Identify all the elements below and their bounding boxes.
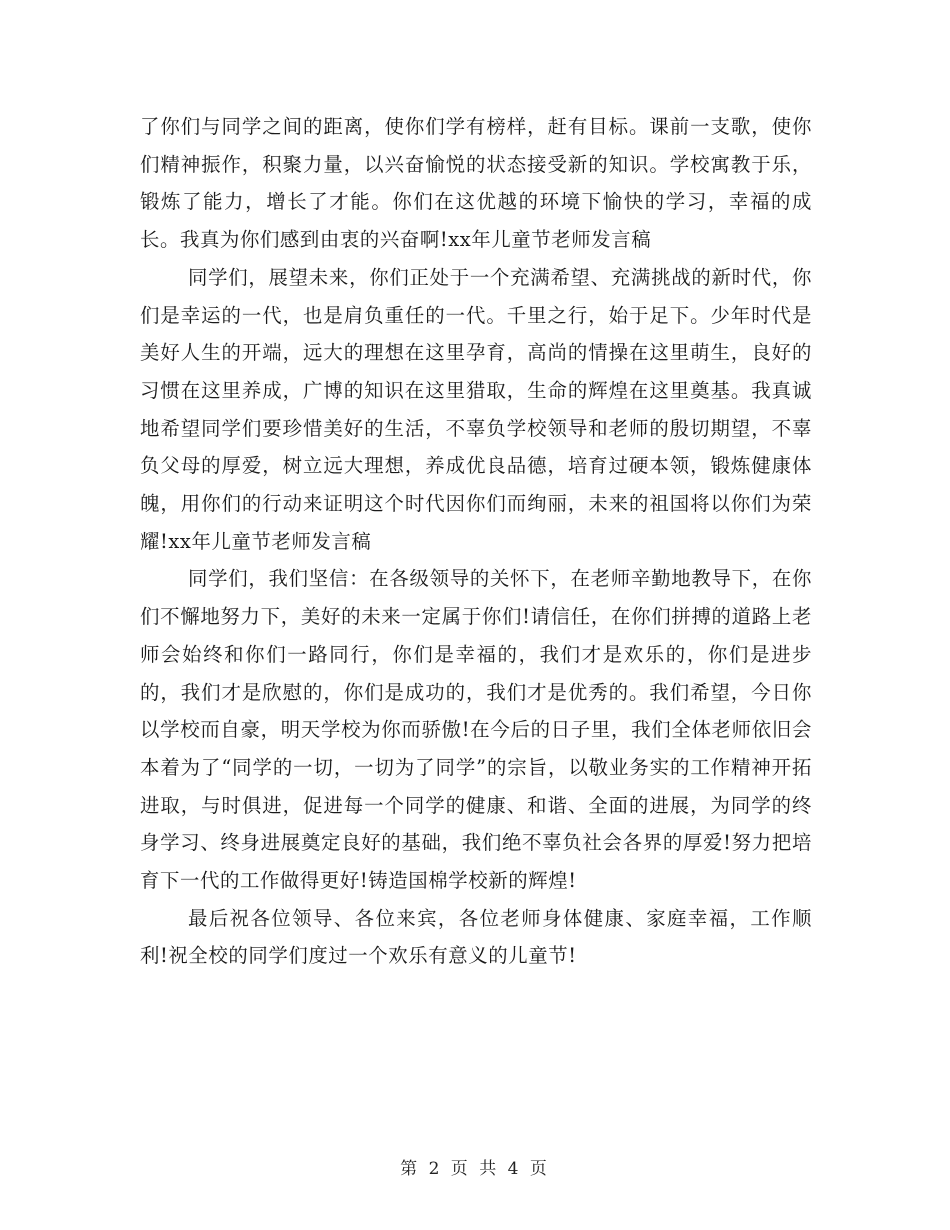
paragraph: 同学们，展望未来，你们正处于一个充满希望、充满挑战的新时代，你们是幸运的一代，也是肩负重任的一代。千里之行，始于足下。少年时代是美好人生的开端，远大的理想在这里孕育，高尚的情操在这里萌生，良好的习惯在这里养成，广博的知识在这里猎取，生命的辉煌在这里奠基。我真诚地希望同学们要珍惜美好的生活，不辜负学校领导和老师的殷切期望，不辜负父母的厚爱，树立远大理想，养成优良品德，培育过硬本领，锻炼健康体魄，用你们的行动来证明这个时代因你们而绚丽，未来的祖国将以你们为荣耀!xx年儿童节老师发言稿	[140, 265, 812, 553]
paragraph: 最后祝各位领导、各位来宾，各位老师身体健康、家庭幸福，工作顺利!祝全校的同学们度过一个欢乐有意义的儿童节!	[140, 906, 812, 968]
paragraph-continued: 了你们与同学之间的距离，使你们学有榜样，赶有目标。课前一支歌，使你们精神振作，积聚力量，以兴奋愉悦的状态接受新的知识。学校寓教于乐，锻炼了能力，增长了才能。你们在这优越的环境下愉快的学习，幸福的成长。我真为你们感到由衷的兴奋啊!xx年儿童节老师发言稿	[140, 115, 812, 252]
document-body	[140, 108, 812, 975]
page-footer: 第 2 页 共 4 页	[400, 1159, 550, 1179]
paragraph: 同学们，我们坚信：在各级领导的关怀下，在老师辛勤地教导下，在你们不懈地努力下，美好的未来一定属于你们!请信任，在你们拼搏的道路上老师会始终和你们一路同行，你们是幸福的，我们才是欢乐的，你们是进步的，我们才是欣慰的，你们是成功的，我们才是优秀的。我们希望，今日你以学校而自豪，明天学校为你而骄傲!在今后的日子里，我们全体老师依旧会本着为了“同学的一切，一切为了同学”的宗旨，以敬业务实的工作精神开拓进取，与时俱进，促进每一个同学的健康、和谐、全面的进展，为同学的终身学习、终身进展奠定良好的基础，我们绝不辜负社会各界的厚爱!努力把培育下一代的工作做得更好!铸造国棉学校新的辉煌!	[140, 567, 812, 893]
